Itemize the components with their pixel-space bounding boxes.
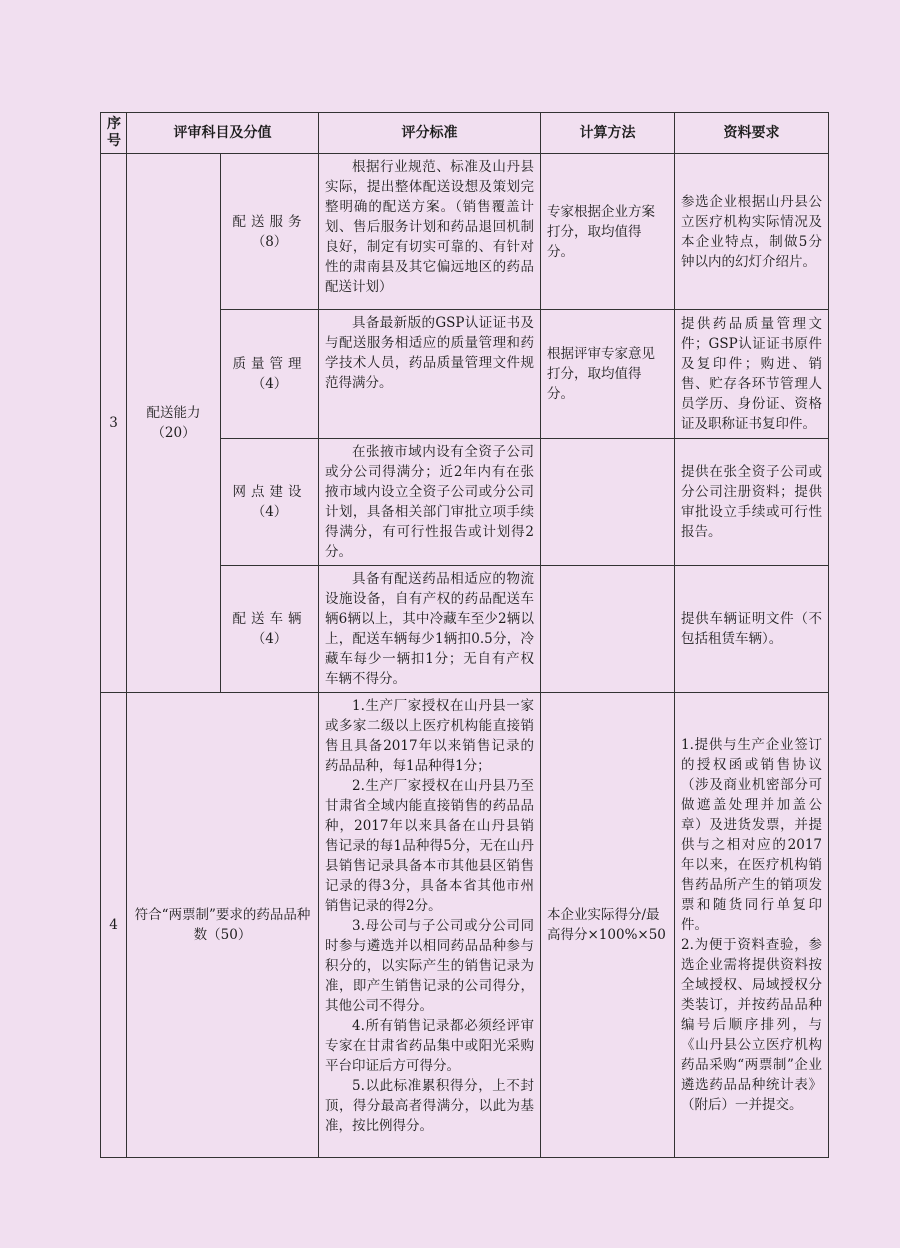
header-materials: 资料要求: [675, 113, 829, 154]
category-cell: 符合“两票制”要求的药品品种数（50）: [127, 693, 319, 1158]
materials-item: 2.为便于资料查验，参选企业需将提供资料按全域授权、局域授权分类装订，并按药品品种编号后顺序排列，与《山丹县公立医疗机构药品采购“两票制”企业遴选药品品种统计表》（附后）一并提交。: [681, 937, 822, 1113]
criteria-item: 1.生产厂家授权在山丹县一家或多家二级以上医疗机构能直接销售且具备2017年以来销售记录的药品品种，每1品种得1分；: [325, 698, 534, 774]
header-criteria: 评分标准: [319, 113, 541, 154]
table-row: [101, 154, 829, 310]
header-subject: 评审科目及分值: [127, 113, 319, 154]
scoring-table-sheet: [100, 112, 828, 1152]
method-cell: [541, 566, 675, 693]
materials-cell: [675, 693, 829, 1158]
method-cell: 专家根据企业方案打分，取均值得分。: [541, 154, 675, 310]
table-header-row: [101, 113, 829, 154]
criteria-cell: 具备最新版的GSP认证证书及与配送服务相适应的质量管理和药学技术人员，药品质量管理文件规范得满分。: [319, 310, 541, 439]
seq-cell: 4: [101, 693, 127, 1158]
criteria-item: 5.以此标准累积得分，上不封顶，得分最高者得满分，以此为基准，按比例得分。: [325, 1078, 534, 1134]
criteria-item: 4.所有销售记录都必须经评审专家在甘肃省药品集中或阳光采购平台印证后方可得分。: [325, 1018, 534, 1074]
subitem-name: 配送车辆: [232, 611, 307, 627]
criteria-cell: 根据行业规范、标准及山丹县实际，提出整体配送设想及策划完整明确的配送方案。（销售覆盖计划、售后服务计划和药品退回机制良好，制定有切实可靠的、有针对性的肃南县及其它偏远地区的药品配送计划）: [319, 154, 541, 310]
subitem-score: （4）: [251, 504, 288, 520]
subitem-name: 网点建设: [232, 484, 307, 500]
materials-cell: 提供在张全资子公司或分公司注册资料；提供审批设立手续或可行性报告。: [675, 439, 829, 566]
subitem-name: 配送服务: [232, 213, 307, 230]
criteria-cell: 在张掖市域内设有全资子公司或分公司得满分；近2年内有在张掖市域内设立全资子公司或分公司计划，具备相关部门审批立项手续得满分，有可行性报告或计划得2分。: [319, 439, 541, 566]
materials-cell: 提供车辆证明文件（不包括租赁车辆）。: [675, 566, 829, 693]
subitem-score: （4）: [251, 376, 288, 392]
scoring-table: [100, 112, 829, 1158]
subitem-name: 质量管理: [232, 356, 307, 372]
subitem-cell: [221, 310, 319, 439]
subitem-cell: [221, 566, 319, 693]
seq-cell: 3: [101, 154, 127, 693]
criteria-item: 2.生产厂家授权在山丹县乃至甘肃省全域内能直接销售的药品品种，2017年以来具备在山丹县销售记录的每1品种得5分，无在山丹县销售记录具备本市其他县区销售记录的得3分，具备本省其他市州销售记录的得2分。: [325, 778, 534, 914]
subitem-score: （4）: [251, 631, 288, 647]
subitem-score: （8）: [251, 233, 288, 250]
criteria-item: 3.母公司与子公司或分公司同时参与遴选并以相同药品品种参与积分的，以实际产生的销售记录为准，即产生销售记录的公司得分，其他公司不得分。: [325, 918, 534, 1014]
subitem-cell: [221, 439, 319, 566]
method-cell: [541, 439, 675, 566]
method-cell: 根据评审专家意见打分，取均值得分。: [541, 310, 675, 439]
table-row: [101, 693, 829, 1158]
materials-cell: 提供药品质量管理文件；GSP认证证书原件及复印件；购进、销售、贮存各环节管理人员学历、身份证、资格证及职称证书复印件。: [675, 310, 829, 439]
criteria-cell: 具备有配送药品相适应的物流设施设备，自有产权的药品配送车辆6辆以上，其中冷藏车至少2辆以上，配送车辆每少1辆扣0.5分，冷藏车每少一辆扣1分；无自有产权车辆不得分。: [319, 566, 541, 693]
header-seq: 序号: [101, 113, 127, 154]
materials-cell: 参选企业根据山丹县公立医疗机构实际情况及本企业特点，制做5分钟以内的幻灯介绍片。: [675, 154, 829, 310]
subitem-cell: [221, 154, 319, 310]
criteria-cell: [319, 693, 541, 1158]
category-cell: 配送能力（20）: [127, 154, 221, 693]
materials-item: 1.提供与生产企业签订的授权函或销售协议（涉及商业机密部分可做遮盖处理并加盖公章）及进货发票，并提供与之相对应的2017年以来，在医疗机构销售药品所产生的销项发票和随货同行单复印件。: [681, 737, 822, 933]
method-cell: 本企业实际得分/最高得分×100%×50: [541, 693, 675, 1158]
header-method: 计算方法: [541, 113, 675, 154]
